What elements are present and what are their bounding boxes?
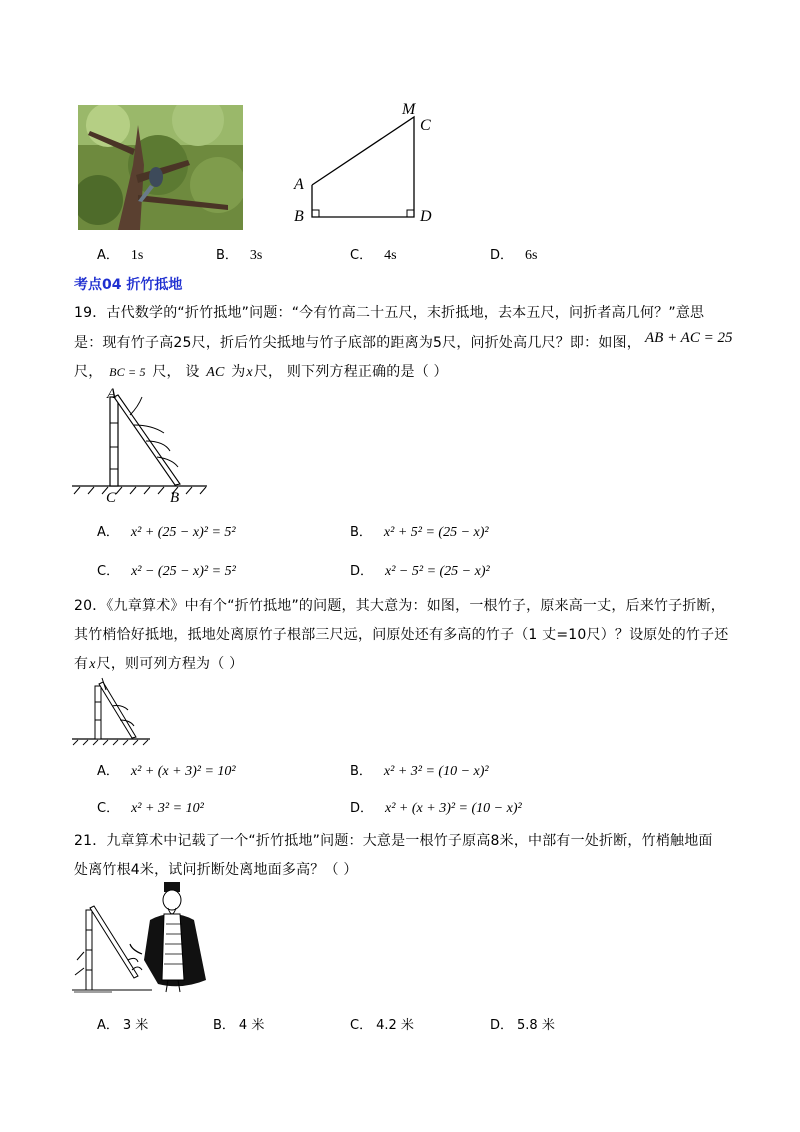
label-c: C [420, 117, 431, 134]
q19-label-b: B [170, 490, 180, 506]
q19-option-c[interactable]: C． x² − (25 − x)² = 5² [97, 564, 236, 579]
q19-equation-ab-ac: AB + AC = 25 [645, 330, 733, 346]
q21-option-b[interactable]: B． 4 米 [213, 1018, 265, 1033]
q19-text-line3: 尺， BC = 5 尺， 设 AC 为x尺， 则下列方程正确的是（ ） [74, 364, 448, 380]
q20-option-a[interactable]: A． x² + (x + 3)² = 10² [97, 764, 236, 779]
q21-text-line1: 21．九章算术中记载了一个“折竹抵地”问题：大意是一根竹子原高8米，中部有一处折断，竹梢触地面 [74, 833, 713, 849]
q19-bamboo-figure [72, 385, 212, 495]
q20-text-line1: 20．《九章算术》中有个“折竹抵地”的问题，其大意为：如图，一根竹子，原来高一丈，后来竹子折断， [74, 598, 725, 614]
q21-scholar-bamboo-figure [72, 880, 212, 995]
q19-option-d[interactable]: D． x² − 5² = (25 − x)² [350, 564, 490, 579]
section-heading: 考点04 折竹抵地 [74, 277, 183, 293]
q18-option-c[interactable]: C． 4s [350, 248, 397, 263]
q21-option-a[interactable]: A． 3 米 [97, 1018, 149, 1033]
q18-option-a[interactable]: A． 1s [97, 248, 144, 263]
q19-text-line2: 是：现有竹子高25尺，折后竹尖抵地与竹子底部的距离为5尺，问折处高几尺？即：如图， [74, 335, 641, 351]
q20-text-line3: 有x尺，则可列方程为（ ） [74, 656, 244, 672]
label-m: M [402, 101, 416, 118]
q20-option-b[interactable]: B． x² + 3² = (10 − x)² [350, 764, 489, 779]
q21-option-d[interactable]: D． 5.8 米 [490, 1018, 555, 1033]
q20-text-line2: 其竹梢恰好抵地，抵地处离原竹子根部三尺远，问原处还有多高的竹子（1 丈=10尺）？设原处的竹子还 [74, 627, 729, 643]
q21-text-line2: 处离竹根4米，试问折断处离地面多高？（ ） [74, 862, 358, 878]
label-b: B [294, 208, 304, 225]
q18-option-d[interactable]: D． 6s [490, 248, 538, 263]
q19-option-b[interactable]: B． x² + 5² = (25 − x)² [350, 525, 489, 540]
q19-option-a[interactable]: A． x² + (25 − x)² = 5² [97, 525, 236, 540]
tree-bird-photo [78, 105, 243, 230]
q20-option-c[interactable]: C． x² + 3² = 10² [97, 801, 204, 816]
q19-label-c: C [106, 490, 117, 506]
label-d: D [420, 208, 432, 225]
label-a: A [294, 176, 304, 193]
q19-text-line1: 19．古代数学的“折竹抵地”问题：“今有竹高二十五尺，末折抵地，去本五尺，问折者高几何？”意思 [74, 305, 705, 321]
q18-geometry-figure [290, 100, 440, 230]
q20-bamboo-figure [72, 676, 152, 746]
q18-option-b[interactable]: B． 3s [216, 248, 263, 263]
q19-label-a: A [107, 386, 117, 402]
q20-option-d[interactable]: D． x² + (x + 3)² = (10 − x)² [350, 801, 522, 816]
q21-option-c[interactable]: C． 4.2 米 [350, 1018, 414, 1033]
